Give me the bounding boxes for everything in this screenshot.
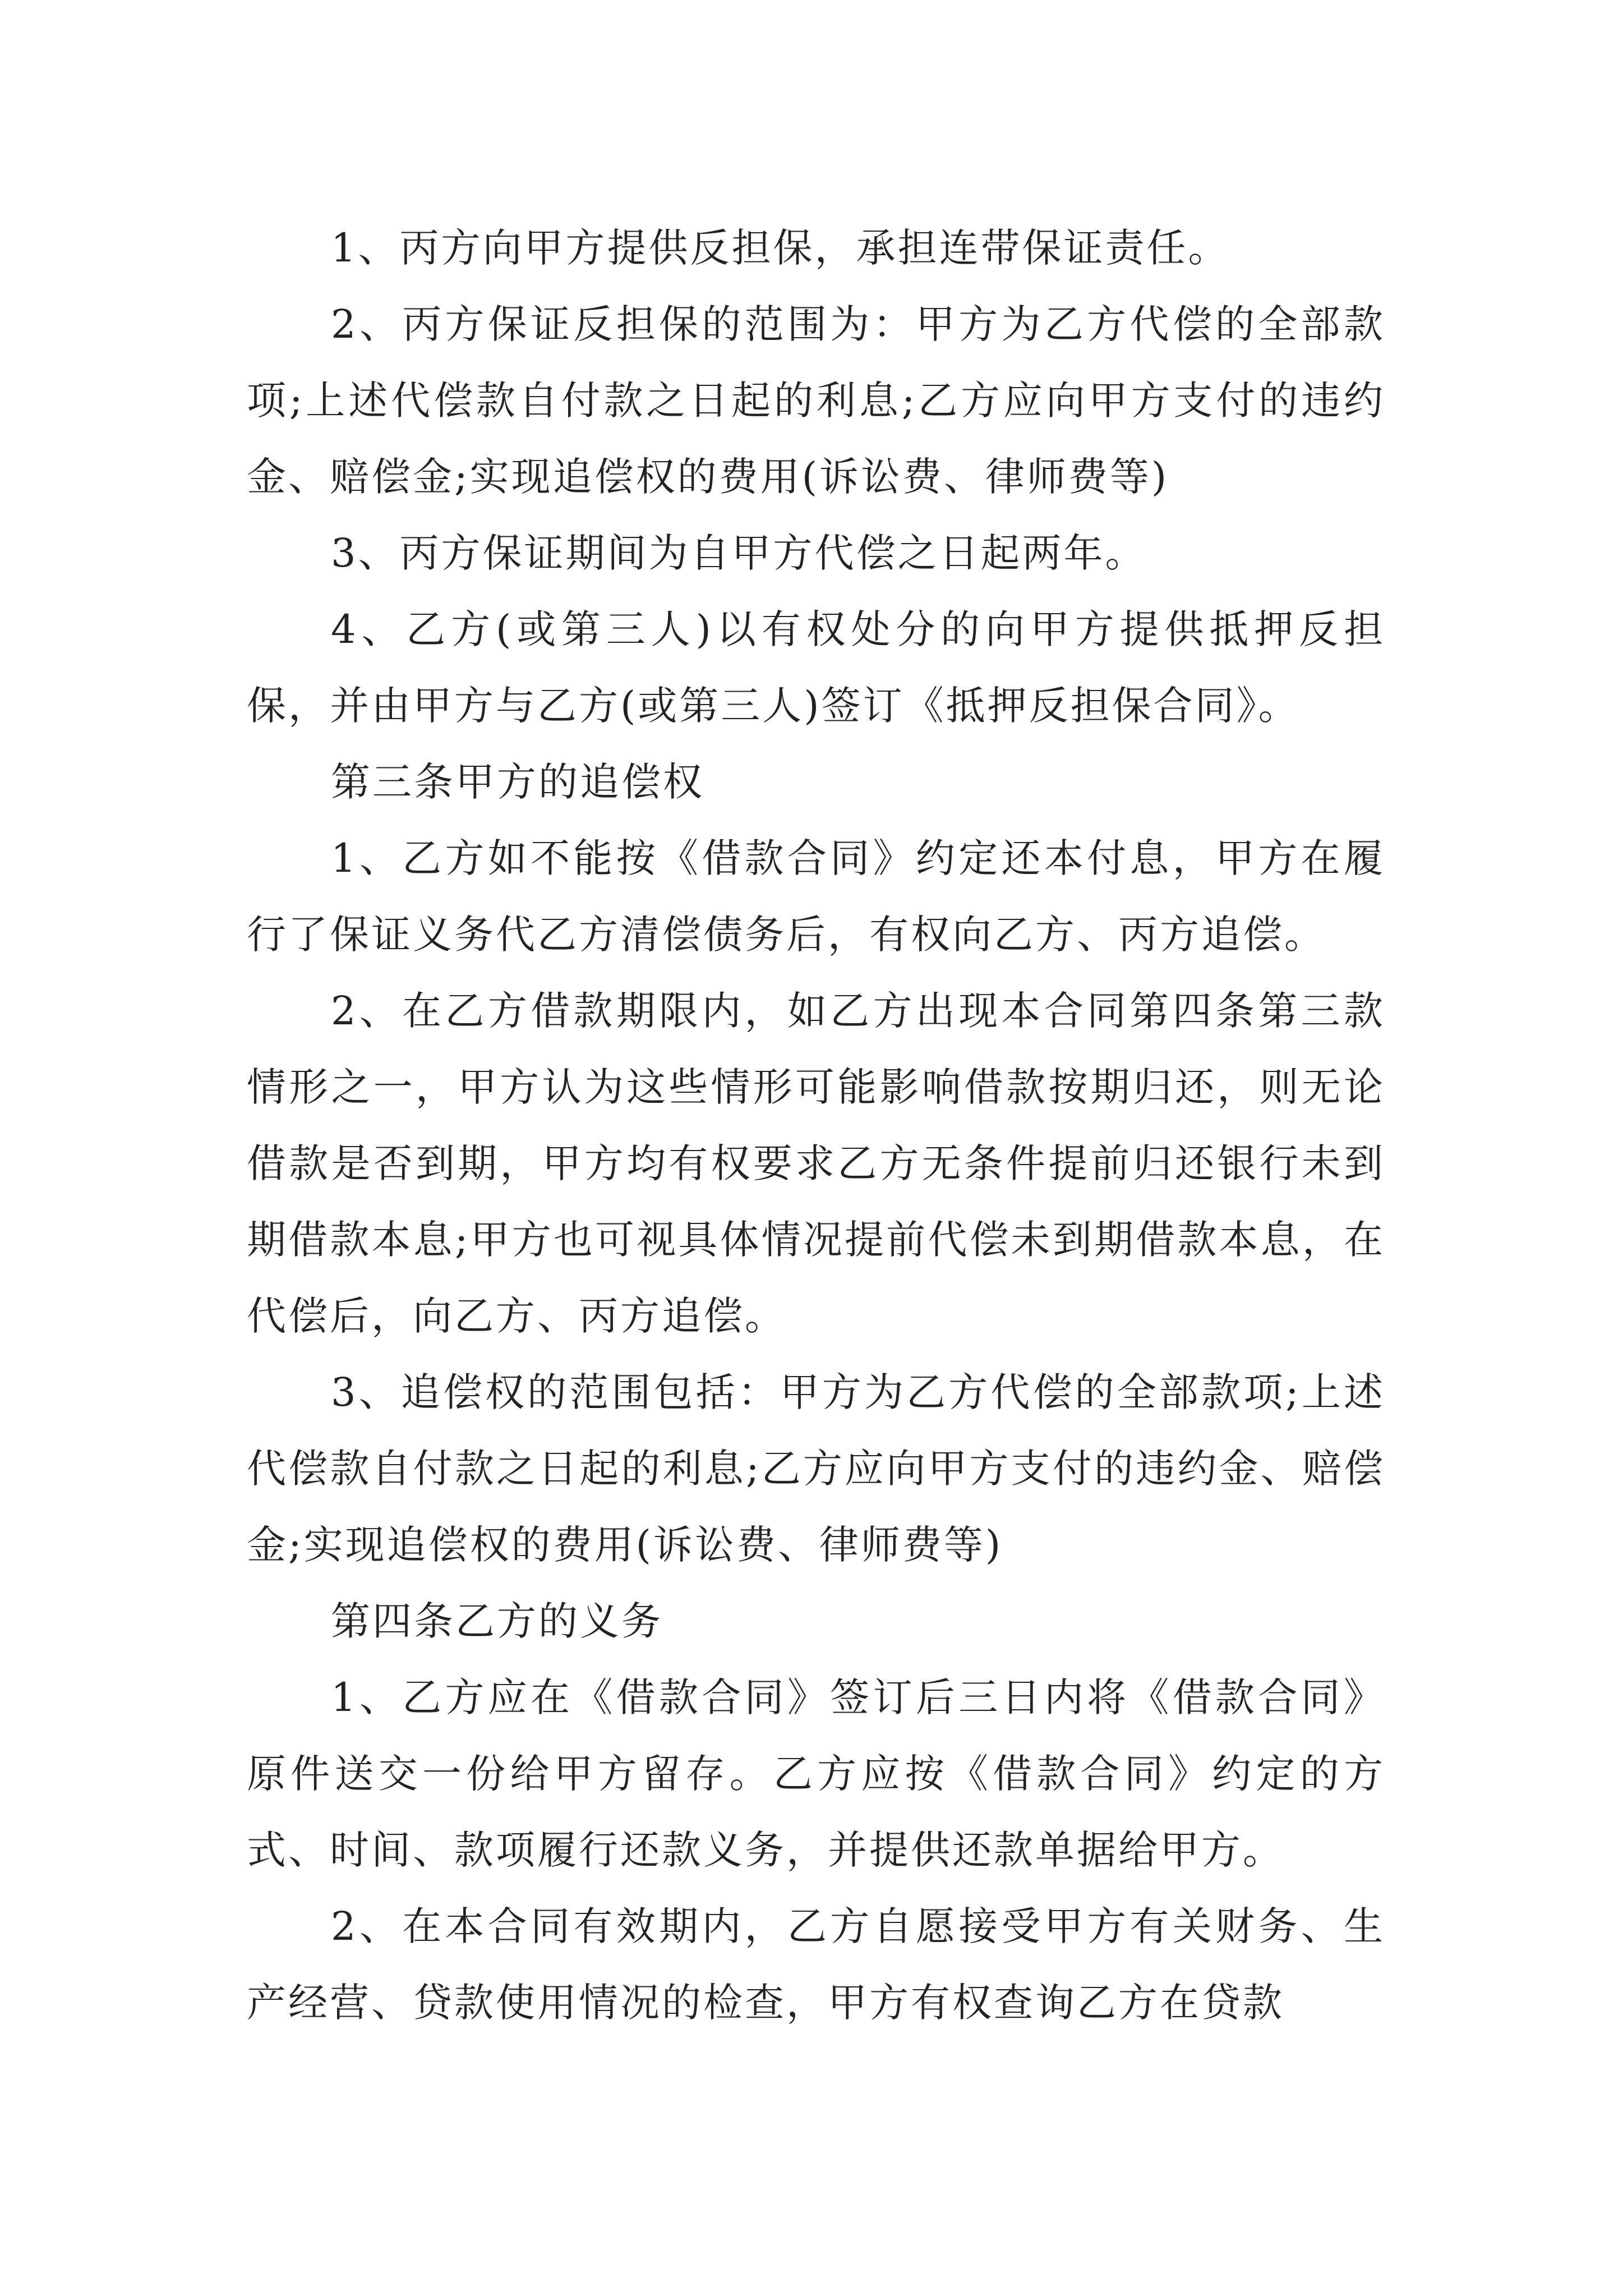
paragraph-2: 2、丙方保证反担保的范围为：甲方为乙方代偿的全部款项;上述代偿款自付款之日起的利息;乙方应向甲方支付的违约金、赔偿金;实现追偿权的费用(诉讼费、律师费等) [247,301,1385,500]
paragraph-3: 3、丙方保证期间为自甲方代偿之日起两年。 [331,530,1147,576]
section-heading-article-4: 第四条乙方的义务 [331,1598,663,1644]
paragraph-7: 2、在乙方借款期限内，如乙方出现本合同第四条第三款情形之一，甲方认为这些情形可能影响借款按期归还，则无论借款是否到期，甲方均有权要求乙方无条件提前归还银行未到期借款本息;甲方也可视具体情况提前代偿未到期借款本息，在代偿后，向乙方、丙方追偿。 [247,988,1385,1339]
paragraph-4: 4、乙方(或第三人)以有权处分的向甲方提供抵押反担保，并由甲方与乙方(或第三人)签订《抵押反担保合同》。 [247,606,1385,729]
section-heading-article-3: 第三条甲方的追偿权 [331,759,704,805]
paragraph-1: 1、丙方向甲方提供反担保，承担连带保证责任。 [331,225,1230,271]
document-body [247,210,1385,2041]
paragraph-11: 2、在本合同有效期内，乙方自愿接受甲方有关财务、生产经营、贷款使用情况的检查，甲方有权查询乙方在贷款 [247,1903,1385,2026]
paragraph-8: 3、追偿权的范围包括：甲方为乙方代偿的全部款项;上述代偿款自付款之日起的利息;乙方应向甲方支付的违约金、赔偿金;实现追偿权的费用(诉讼费、律师费等) [247,1369,1385,1568]
paragraph-10: 1、乙方应在《借款合同》签订后三日内将《借款合同》原件送交一份给甲方留存。乙方应按《借款合同》约定的方式、时间、款项履行还款义务，并提供还款单据给甲方。 [247,1674,1385,1873]
paragraph-6: 1、乙方如不能按《借款合同》约定还本付息，甲方在履行了保证义务代乙方清偿债务后，有权向乙方、丙方追偿。 [247,835,1385,958]
